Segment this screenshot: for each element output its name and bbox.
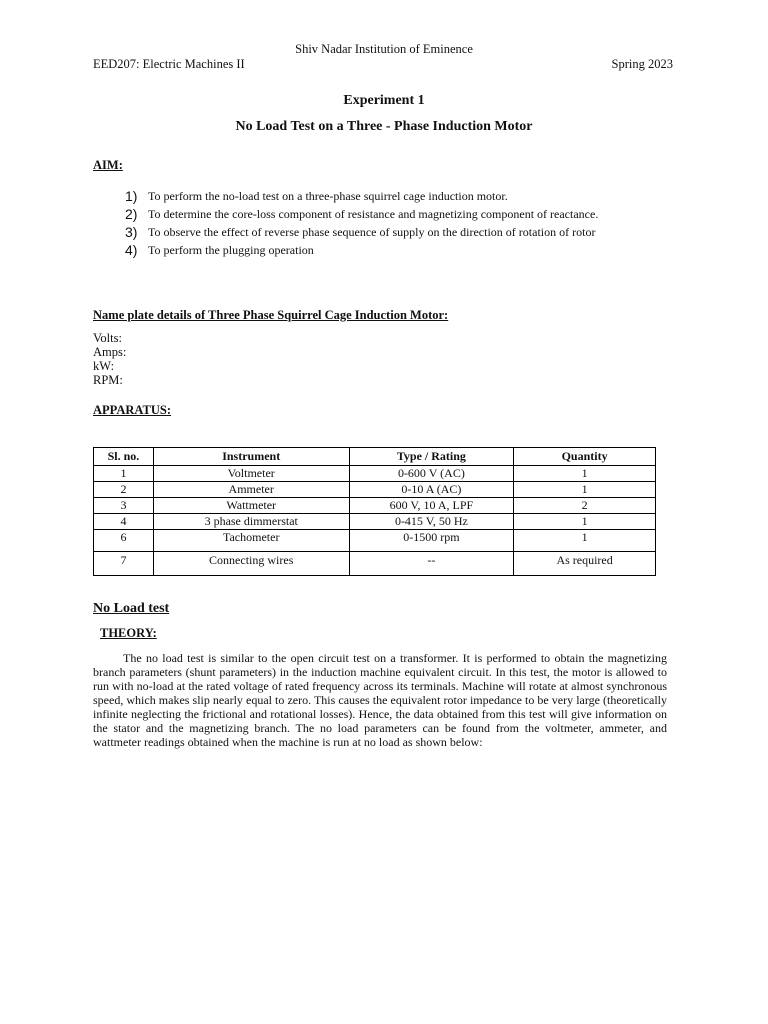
apparatus-table (93, 447, 656, 576)
aim-item-text: To observe the effect of reverse phase sequence of supply on the direction of rotation of rotor (148, 225, 596, 239)
aim-heading: AIM: (93, 158, 123, 172)
theory-paragraph: The no load test is similar to the open circuit test on a transformer. It is performed to obtain the magnetizing branch parameters (shunt parameters) in the induction machine equivalent circuit. In this test, the motor is allowed to run with no-load at the rated voltage of rated frequency across its terminals. Machine will rotate at almost synchronous speed, which makes slip nearly equal to zero. This causes the equivalent rotor impedance to be very large (theoretically infinite neglecting the frictional and rotational losses). Hence, the data obtained from this test will give information on the stator and the magnetizing branch. The no load parameters can be found from the voltmeter, ammeter, and wattmeter readings obtained when the machine is run at no load as shown below: (93, 651, 667, 749)
experiment-title: No Load Test on a Three - Phase Induction Motor (235, 119, 533, 134)
term-label: Spring 2023 (611, 57, 673, 71)
table-row (94, 482, 656, 498)
table-cell: 2 (94, 482, 154, 498)
column-header: Sl. no. (94, 448, 154, 466)
aim-item-number: 4) (125, 242, 138, 258)
experiment-number: Experiment 1 (343, 93, 425, 108)
nameplate-kw: kW: (93, 359, 115, 373)
institution-name: Shiv Nadar Institution of Eminence (295, 42, 473, 56)
table-cell: 0-600 V (AC) (349, 466, 514, 482)
table-cell: 6 (94, 530, 154, 552)
table-cell: 600 V, 10 A, LPF (349, 498, 514, 514)
table-cell: -- (349, 552, 514, 576)
aim-item (125, 207, 599, 222)
table-cell: 1 (514, 482, 656, 498)
apparatus-heading: APPARATUS: (93, 403, 172, 417)
theory-heading: THEORY: (100, 626, 157, 640)
course-code: EED207: Electric Machines II (93, 57, 245, 71)
table-cell: 2 (514, 498, 656, 514)
table-cell: Connecting wires (153, 552, 349, 576)
nameplate-fields (93, 331, 126, 387)
column-header: Quantity (514, 448, 656, 466)
table-cell: 0-415 V, 50 Hz (349, 514, 514, 530)
no-load-heading: No Load test (93, 601, 170, 616)
table-row (94, 530, 656, 552)
nameplate-amps: Amps: (93, 345, 127, 359)
aim-item-number: 2) (125, 206, 138, 222)
column-header: Instrument (153, 448, 349, 466)
aim-item-text: To determine the core-loss component of resistance and magnetizing component of reactance. (148, 207, 599, 221)
table-row (94, 514, 656, 530)
table-cell: Ammeter (153, 482, 349, 498)
aim-item (125, 225, 599, 240)
aim-item-text: To perform the plugging operation (148, 243, 314, 257)
nameplate-volts: Volts: (93, 331, 122, 345)
table-cell: 1 (514, 530, 656, 552)
table-cell: 1 (514, 514, 656, 530)
table-cell: As required (514, 552, 656, 576)
aim-item (125, 243, 599, 258)
table-cell: Tachometer (153, 530, 349, 552)
nameplate-heading: Name plate details of Three Phase Squirrel Cage Induction Motor: (93, 308, 449, 322)
table-cell: 4 (94, 514, 154, 530)
table-cell: Voltmeter (153, 466, 349, 482)
aim-list (125, 189, 599, 261)
aim-item-number: 3) (125, 224, 138, 240)
nameplate-rpm: RPM: (93, 373, 123, 387)
table-cell: 1 (514, 466, 656, 482)
column-header: Type / Rating (349, 448, 514, 466)
aim-item (125, 189, 599, 204)
table-cell: 0-10 A (AC) (349, 482, 514, 498)
table-cell: 3 phase dimmerstat (153, 514, 349, 530)
table-cell: 3 (94, 498, 154, 514)
table-row (94, 552, 656, 576)
table-row (94, 466, 656, 482)
table-cell: 0-1500 rpm (349, 530, 514, 552)
table-cell: 1 (94, 466, 154, 482)
table-cell: Wattmeter (153, 498, 349, 514)
aim-item-number: 1) (125, 188, 138, 204)
table-header-row (94, 448, 656, 466)
aim-item-text: To perform the no-load test on a three-phase squirrel cage induction motor. (148, 189, 508, 203)
table-row (94, 498, 656, 514)
table-cell: 7 (94, 552, 154, 576)
